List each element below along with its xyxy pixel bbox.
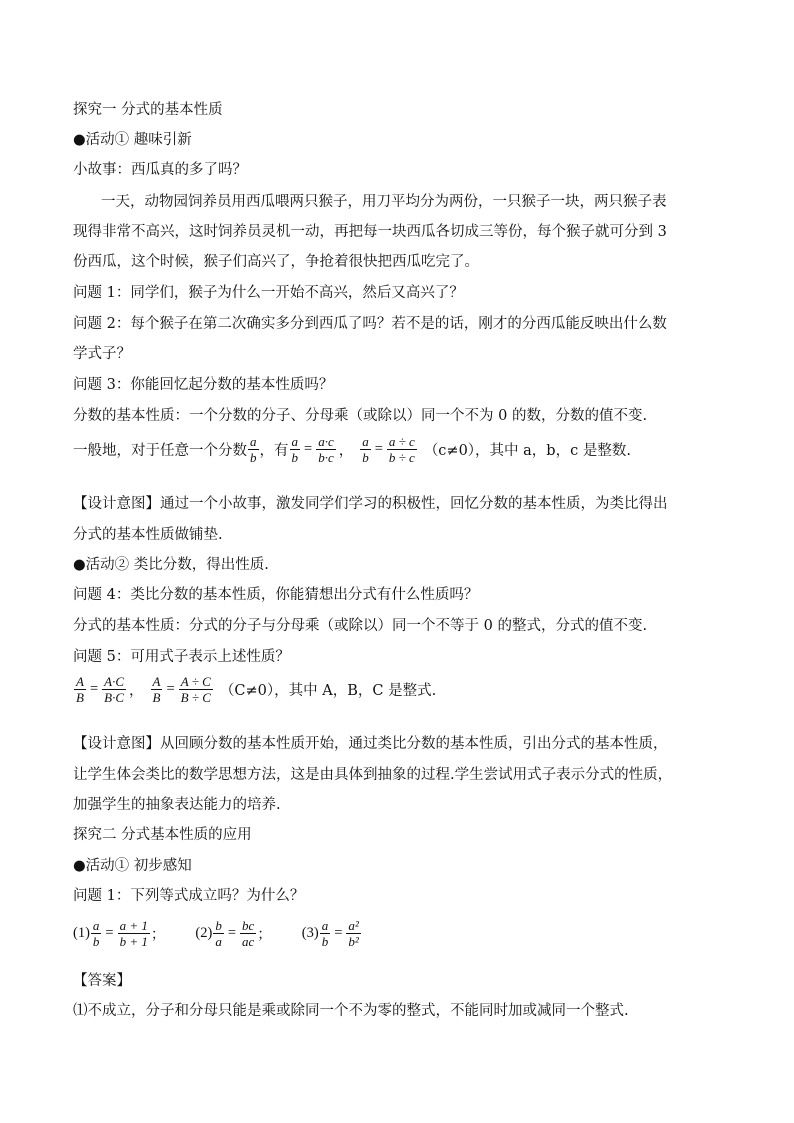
fraction-a-b: $\frac{a}{b}$ (291, 434, 298, 465)
question-5: 问题 5：可用式子表示上述性质？ (73, 649, 290, 665)
activity-heading: ●活动① 初步感知 (73, 858, 192, 874)
question-2-cont: 学式子？ (73, 346, 131, 362)
fraction-b-a: $\frac{b}{a}$ (215, 918, 222, 949)
question-2: 问题 2：每个猴子在第二次确实多分到西瓜了吗？若不是的话，刚才的分西瓜能反映出什么数 (73, 316, 667, 332)
design-intent-2-cont: 让学生体会类比的数学思想方法，这是由具体到抽象的过程.学生尝试用式子表示分式的性质， (73, 767, 673, 783)
fraction-A-B: $\frac{A}{B}$ (76, 674, 84, 705)
fraction-property: 分数的基本性质：一个分数的分子、分母乘（或除以）同一个不为 0 的数，分数的值不变. (73, 408, 648, 424)
answer-heading: 【答案】 (73, 973, 131, 989)
exercise-equations: (1) $\frac{a}{b}$ = $\frac{a + 1}{b + 1}$ ； (2) $\frac{b}{a}$ = $\frac{bc}{ac}$ ； (3) $\frac{a}{b}$ = $\frac{\text{a²}}{\text{b²}}$ (73, 918, 359, 949)
fraction-a-b: $\frac{a}{b}$ (250, 434, 257, 465)
story-title: 小故事：西瓜真的多了吗？ (73, 162, 247, 178)
algebraic-fraction-property: 分式的基本性质：分式的分子与分母乘（或除以）同一个不等于 0 的整式，分式的值不变. (73, 618, 648, 634)
activity-2-heading: ●活动② 类比分数，得出性质. (73, 557, 269, 573)
fraction-a-b: $\frac{a}{b}$ (92, 918, 100, 949)
fraction-ac-bc: $\frac{a\cdot c}{b\cdot c}$ (318, 434, 334, 465)
design-intent-1-cont: 分式的基本性质做铺垫. (73, 527, 223, 543)
story-paragraph-line: 份西瓜，这个时候，猴子们高兴了，争抢着很快把西瓜吃完了。 (73, 254, 479, 270)
design-intent-1: 【设计意图】通过一个小故事，激发同学们学习的积极性，回忆分数的基本性质，为类比得出 (73, 496, 668, 512)
fraction-formula-line: 一般地，对于任意一个分数 $\frac{a}{b}$ ，有 $\frac{a}{b}$ = $\frac{a\cdot c}{b\cdot c}$ ， $\frac{a}{b}$ = $\frac{a \div c}{b \div c}$ （c≠0），其中 a，b，c 是整数. (73, 434, 631, 465)
section-heading-1: 探究一 分式的基本性质 (73, 102, 223, 118)
question-4: 问题 4：类比分数的基本性质，你能猜想出分式有什么性质吗？ (73, 587, 479, 603)
fraction-a-b: $\frac{a}{b}$ (321, 918, 329, 949)
answer-1: ⑴不成立，分子和分母只能是乘或除同一个不为零的整式，不能同时加或减同一个整式. (73, 1003, 629, 1019)
question-1: 问题 1：同学们，猴子为什么一开始不高兴，然后又高兴了？ (73, 285, 464, 301)
design-intent-2: 【设计意图】从回顾分数的基本性质开始，通过类比分数的基本性质，引出分式的基本性质， (73, 736, 668, 752)
story-paragraph-line: 现得非常不高兴，这时饲养员灵机一动，再把每一块西瓜各切成三等份，每个猴子就可分到 3 (73, 224, 667, 240)
fraction-AC-BC: $\frac{A\cdot C}{B\cdot C}$ (104, 674, 125, 705)
fraction-a-b: $\frac{a}{b}$ (362, 434, 369, 465)
fraction-adivc-bdivc: $\frac{a \div c}{b \div c}$ (388, 434, 415, 465)
formula-lead-text: 一般地，对于任意一个分数 (73, 443, 247, 459)
story-paragraph-line: 一天，动物园饲养员用西瓜喂两只猴子，用刀平均分为两份，一只猴子一块，两只猴子表 (101, 194, 667, 210)
fraction-bc-ac: $\frac{bc}{ac}$ (242, 918, 255, 949)
fraction-a2-b2: $\frac{\text{a²}}{\text{b²}}$ (348, 918, 359, 949)
question-3: 问题 3：你能回忆起分数的基本性质吗？ (73, 377, 334, 393)
algebraic-formula-line: $\frac{A}{B}$ = $\frac{A\cdot C}{B\cdot C}$ ， $\frac{A}{B}$ = $\frac{A \div C}{B \div C}$ （C≠0），其中 A，B，C 是整式. (76, 674, 437, 705)
fraction-A-B: $\frac{A}{B}$ (152, 674, 161, 705)
section-heading-2: 探究二 分式基本性质的应用 (73, 827, 252, 843)
question-1-part2: 问题 1：下列等式成立吗？为什么？ (73, 888, 305, 904)
design-intent-2-cont: 加强学生的抽象表达能力的培养. (73, 797, 281, 813)
fraction-AdivC-BdivC: $\frac{A \div C}{B \div C}$ (180, 674, 211, 705)
activity-heading: ●活动① 趣味引新 (73, 132, 192, 148)
fraction-a1-b1: $\frac{a + 1}{b + 1}$ (119, 918, 148, 949)
